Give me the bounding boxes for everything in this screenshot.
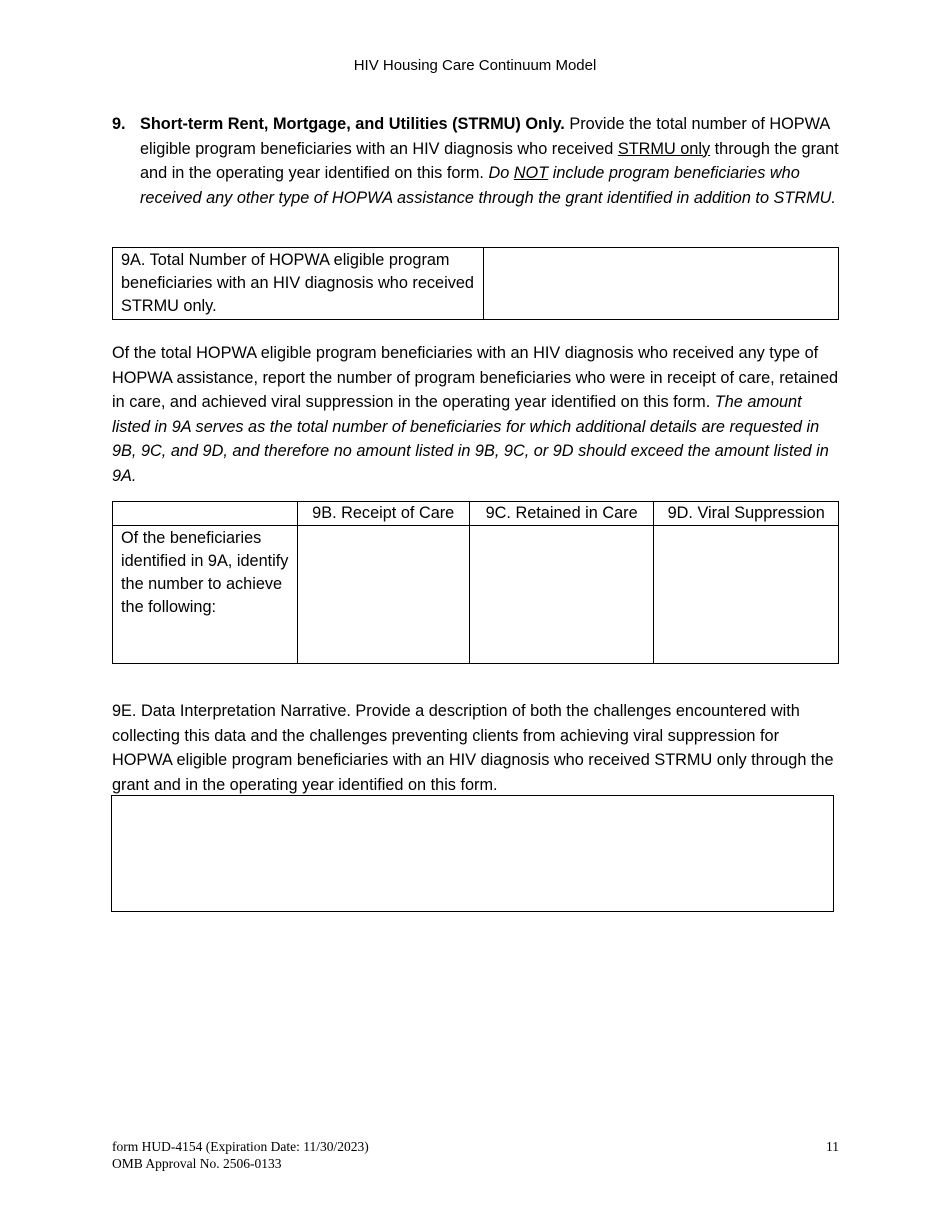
- column-header-viral-suppression: 9D. Viral Suppression: [654, 502, 839, 526]
- section-9e-instructions: 9E. Data Interpretation Narrative. Provide a description of both the challenges encountered with collecting this data and the challenges preventing clients from achieving viral suppression for HOPWA eligible program beneficiaries with an HIV diagnosis who received STRMU only through the grant and in the operating year identified on this form.: [112, 702, 834, 794]
- section-9-body: [140, 112, 842, 210]
- exclusion-note-start: Do: [488, 164, 514, 182]
- section-number: 9.: [112, 115, 126, 133]
- table-header-row: [113, 502, 839, 526]
- page-number: 11: [826, 1139, 839, 1154]
- omb-approval: OMB Approval No. 2506-0133: [112, 1155, 282, 1171]
- footer-form-info: [112, 1139, 369, 1172]
- table-9b-9c-9d: [112, 501, 839, 664]
- 9a-label: 9A. Total Number of HOPWA eligible program beneficiaries with an HIV diagnosis who received STRMU only.: [113, 248, 484, 320]
- section-9-text-cont: through the grant and in the operating year identified on this form.: [140, 139, 839, 182]
- column-header-receipt-of-care: 9B. Receipt of Care: [297, 502, 469, 526]
- page-header: HIV Housing Care Continuum Model: [353, 57, 597, 74]
- strmu-only-emphasis: STRMU only: [617, 139, 711, 158]
- column-header-blank: [113, 502, 298, 526]
- 9c-value-field[interactable]: [469, 526, 654, 664]
- 9d-value-field[interactable]: [654, 526, 839, 664]
- section-9-heading: Short-term Rent, Mortgage, and Utilities (STRMU) Only.: [140, 115, 565, 133]
- not-emphasis: NOT: [513, 164, 549, 182]
- care-continuum-instructions: [112, 341, 842, 488]
- 9a-value-field[interactable]: [484, 248, 839, 320]
- exclusion-note: include program beneficiaries who received any other type of HOPWA assistance through the grant identified in addition to STRMU.: [140, 164, 836, 207]
- care-continuum-text: Of the total HOPWA eligible program beneficiaries with an HIV diagnosis who received any type of HOPWA assistance, report the number of program beneficiaries who were in receipt of care, retained in care, and achieved viral suppression in the operating year identified on this form.: [112, 344, 839, 411]
- 9b-value-field[interactable]: [297, 526, 469, 664]
- narrative-text-box[interactable]: [111, 795, 834, 912]
- table-row: [113, 526, 839, 664]
- row-label-beneficiaries: Of the beneficiaries identified in 9A, identify the number to achieve the following:: [113, 526, 298, 664]
- column-header-retained-in-care: 9C. Retained in Care: [469, 502, 654, 526]
- care-continuum-note: The amount listed in 9A serves as the total number of beneficiaries for which additional details are requested in 9B, 9C, and 9D, and therefore no amount listed in 9B, 9C, or 9D should exceed the amount listed in 9A.: [112, 393, 829, 485]
- section-9-instructions: [112, 112, 842, 210]
- form-number: form HUD-4154 (Expiration Date: 11/30/2023): [112, 1139, 369, 1154]
- table-row: [113, 248, 839, 320]
- table-9a: [112, 247, 839, 320]
- section-9-text: Provide the total number of HOPWA eligible program beneficiaries with an HIV diagnosis who received: [140, 115, 830, 158]
